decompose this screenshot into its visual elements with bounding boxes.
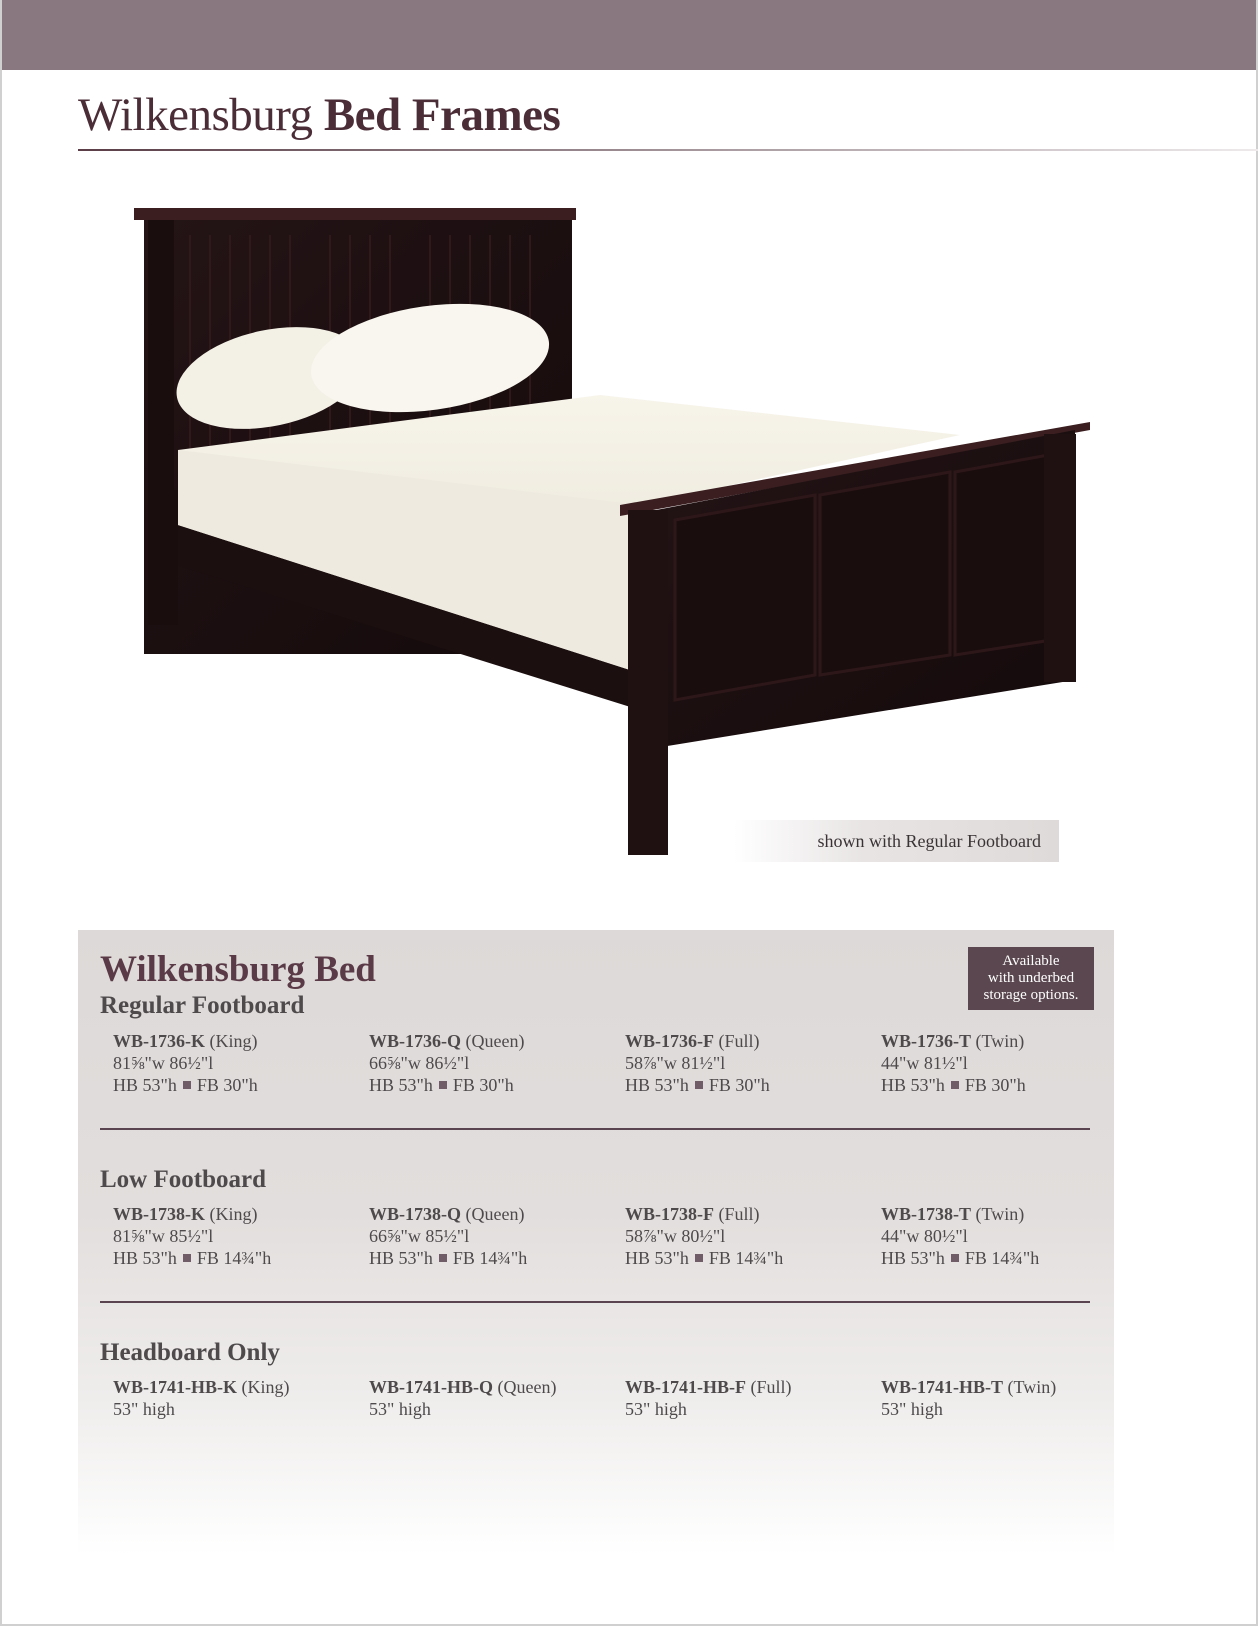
item-code: WB-1741-HB-Q (369, 1377, 493, 1397)
item-dims: 53" high (881, 1399, 943, 1419)
item-dims: 81⅝"w 85½"l (113, 1226, 214, 1246)
item-fb: FB 14¾"h (708, 1248, 784, 1268)
square-bullet (183, 1254, 191, 1262)
item-size: (Queen) (465, 1204, 525, 1224)
spec-item (625, 1376, 875, 1420)
item-fb: FB 14¾"h (964, 1248, 1040, 1268)
item-dims: 53" high (113, 1399, 175, 1419)
square-bullet (695, 1081, 703, 1089)
section-title-headboard-only: Headboard Only (100, 1339, 280, 1366)
item-size: (Twin) (975, 1204, 1025, 1224)
badge-line: with underbed (987, 970, 1075, 986)
product-name: Wilkensburg Bed (100, 949, 376, 990)
square-bullet (183, 1081, 191, 1089)
item-code: WB-1736-T (881, 1031, 971, 1051)
section-divider (100, 1128, 1090, 1130)
item-code: WB-1738-K (113, 1204, 205, 1224)
square-bullet (439, 1254, 447, 1262)
item-dims: 44"w 81½"l (881, 1053, 968, 1073)
title-underline (78, 149, 1258, 151)
item-hb: HB 53"h (881, 1075, 945, 1095)
item-fb: FB 30"h (964, 1075, 1026, 1095)
section-title-regular-footboard: Regular Footboard (100, 992, 305, 1019)
square-bullet (695, 1254, 703, 1262)
spec-item (369, 1030, 619, 1096)
item-code: WB-1738-F (625, 1204, 714, 1224)
spec-item (369, 1203, 619, 1269)
item-size: (King) (209, 1204, 258, 1224)
item-size: (Queen) (465, 1031, 525, 1051)
item-hb: HB 53"h (625, 1248, 689, 1268)
spec-panel (78, 930, 1114, 1555)
page-title (78, 88, 560, 142)
bed-photo (100, 190, 1160, 910)
item-fb: FB 30"h (708, 1075, 770, 1095)
item-dims: 44"w 80½"l (881, 1226, 968, 1246)
item-code: WB-1736-Q (369, 1031, 461, 1051)
item-dims: 58⅞"w 80½"l (625, 1226, 726, 1246)
item-dims: 81⅝"w 86½"l (113, 1053, 214, 1073)
item-hb: HB 53"h (625, 1075, 689, 1095)
photo-caption: shown with Regular Footboard (734, 820, 1059, 862)
item-code: WB-1736-K (113, 1031, 205, 1051)
spec-item (113, 1203, 363, 1269)
item-hb: HB 53"h (113, 1075, 177, 1095)
item-dims: 53" high (625, 1399, 687, 1419)
item-code: WB-1741-HB-K (113, 1377, 237, 1397)
item-size: (King) (209, 1031, 258, 1051)
top-banner (0, 0, 1258, 70)
item-dims: 53" high (369, 1399, 431, 1419)
item-hb: HB 53"h (881, 1248, 945, 1268)
spec-item (881, 1203, 1131, 1269)
item-fb: FB 30"h (196, 1075, 258, 1095)
item-code: WB-1741-HB-F (625, 1377, 746, 1397)
item-code: WB-1741-HB-T (881, 1377, 1004, 1397)
item-fb: FB 30"h (452, 1075, 514, 1095)
item-size: (Full) (718, 1031, 760, 1051)
item-size: (Twin) (975, 1031, 1025, 1051)
item-code: WB-1738-T (881, 1204, 971, 1224)
section-divider (100, 1301, 1090, 1303)
page-title-bold: Bed Frames (323, 89, 561, 141)
item-dims: 66⅝"w 86½"l (369, 1053, 470, 1073)
storage-badge (968, 947, 1094, 1010)
item-size: (King) (241, 1377, 290, 1397)
item-size: (Full) (750, 1377, 792, 1397)
spec-item (625, 1203, 875, 1269)
item-size: (Twin) (1007, 1377, 1057, 1397)
badge-line: storage options. (983, 987, 1079, 1003)
item-hb: HB 53"h (369, 1075, 433, 1095)
item-code: WB-1736-F (625, 1031, 714, 1051)
spec-item (113, 1376, 363, 1420)
square-bullet (951, 1254, 959, 1262)
spec-item (625, 1030, 875, 1096)
page-title-light: Wilkensburg (78, 89, 313, 141)
square-bullet (439, 1081, 447, 1089)
badge-line: Available (1002, 953, 1060, 969)
square-bullet (951, 1081, 959, 1089)
item-hb: HB 53"h (369, 1248, 433, 1268)
item-dims: 58⅞"w 81½"l (625, 1053, 726, 1073)
section-title-low-footboard: Low Footboard (100, 1166, 266, 1193)
item-fb: FB 14¾"h (196, 1248, 272, 1268)
spec-item (881, 1376, 1131, 1420)
item-dims: 66⅝"w 85½"l (369, 1226, 470, 1246)
item-code: WB-1738-Q (369, 1204, 461, 1224)
spec-item (113, 1030, 363, 1096)
item-size: (Full) (718, 1204, 760, 1224)
item-hb: HB 53"h (113, 1248, 177, 1268)
spec-item (881, 1030, 1131, 1096)
item-fb: FB 14¾"h (452, 1248, 528, 1268)
spec-item (369, 1376, 619, 1420)
item-size: (Queen) (497, 1377, 557, 1397)
